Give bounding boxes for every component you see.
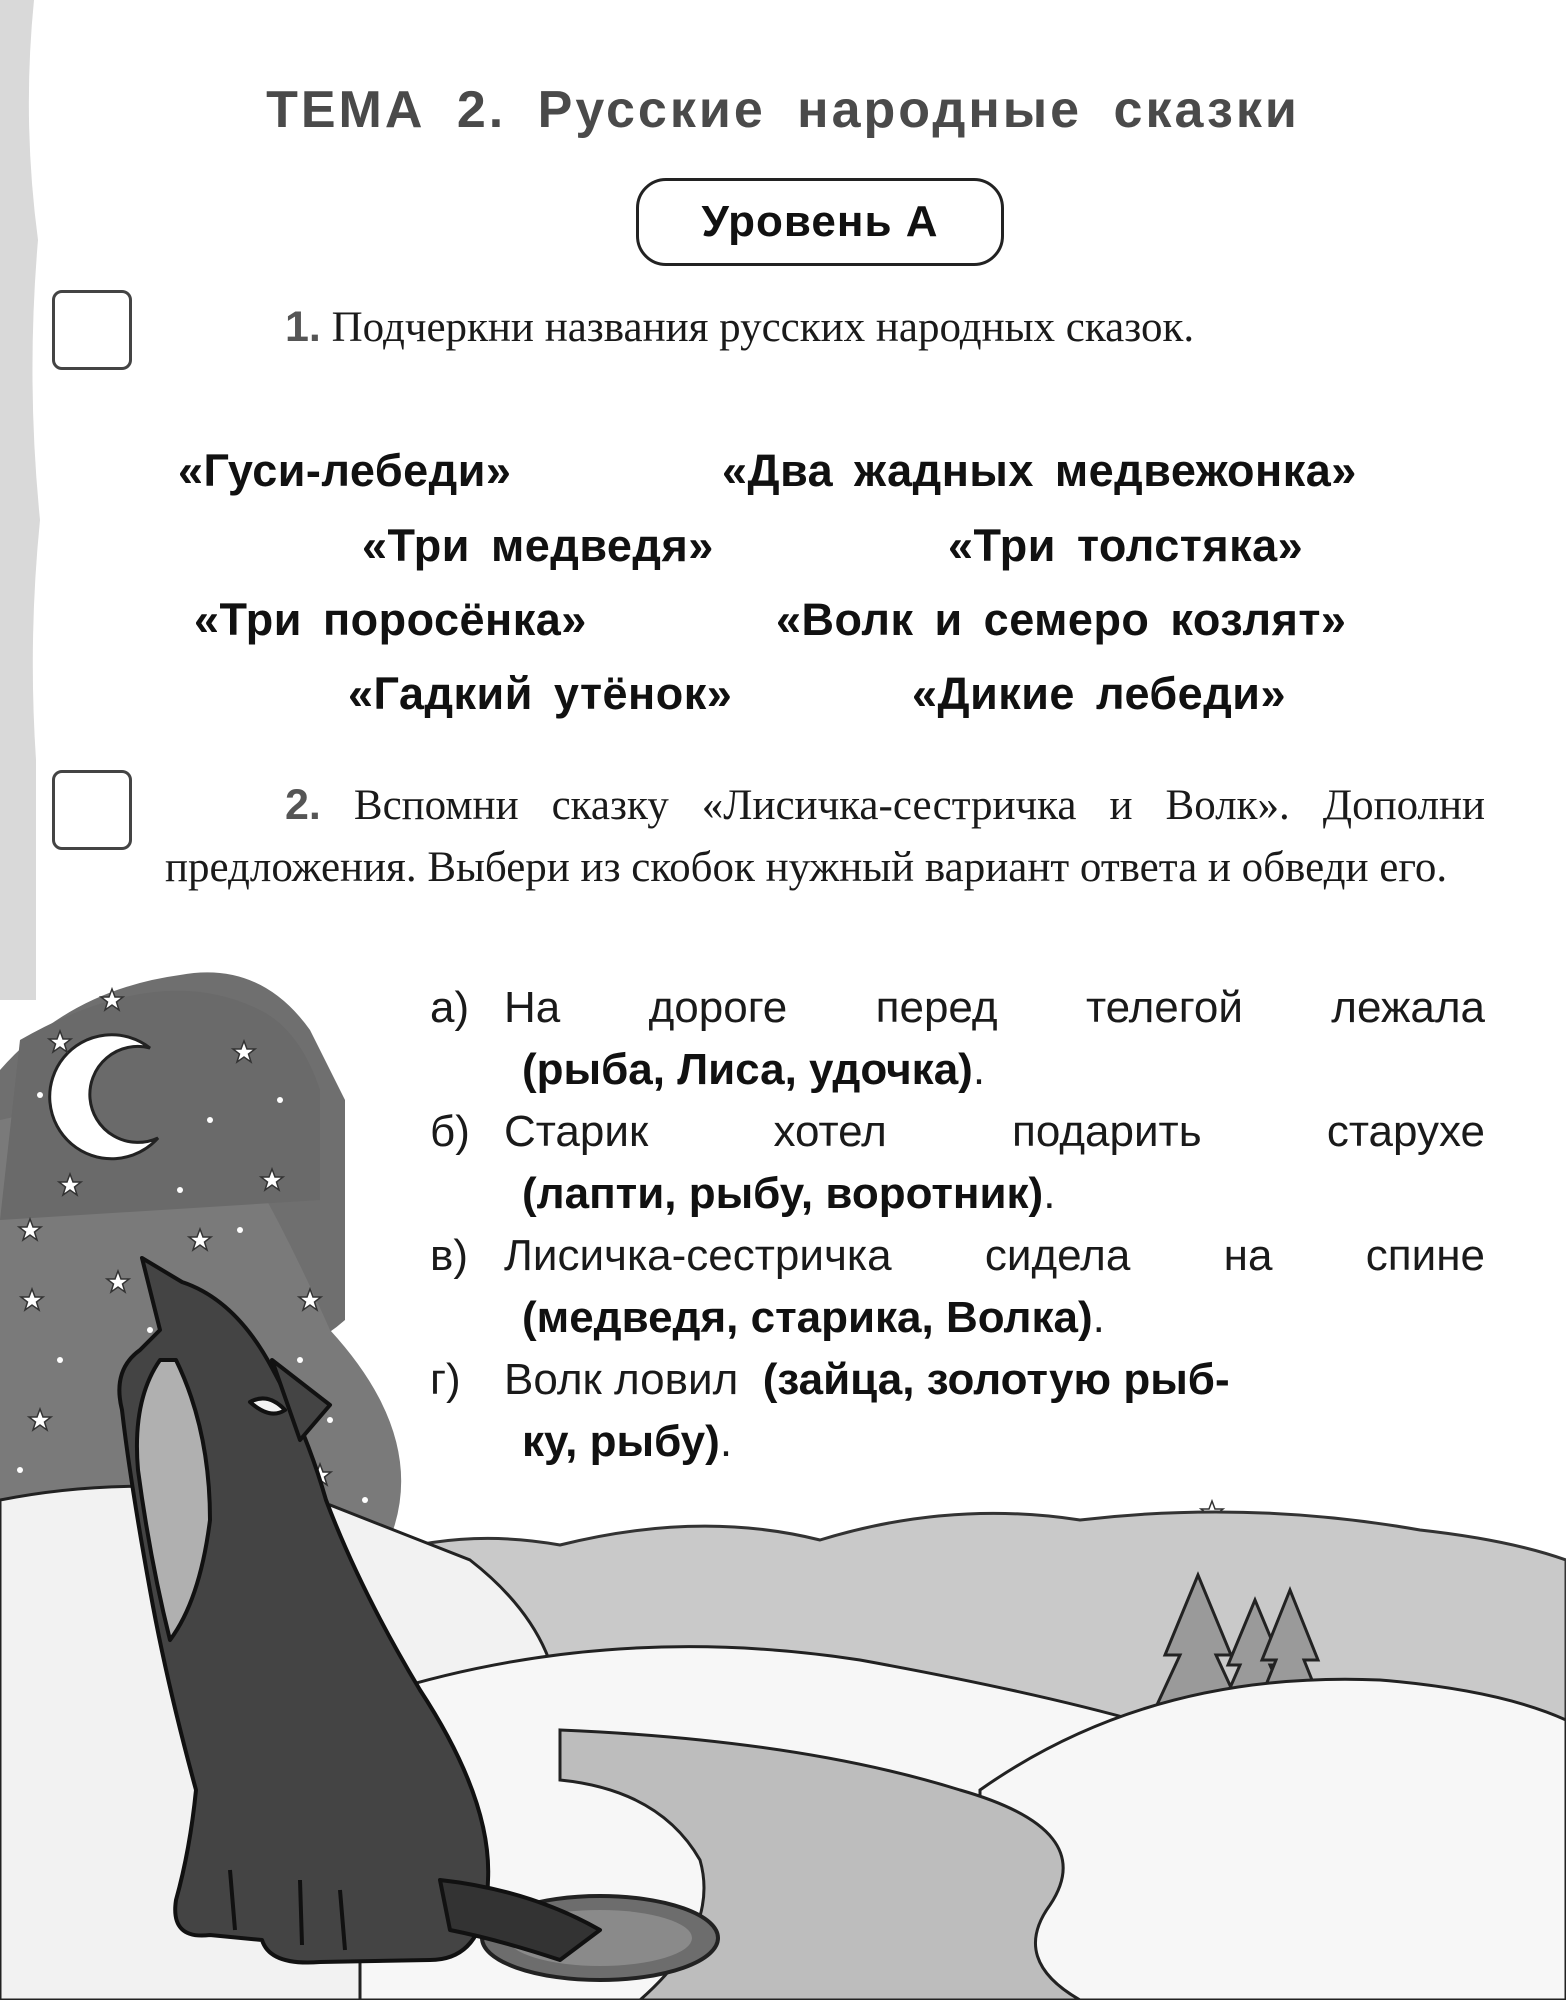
- item-end: .: [1043, 1169, 1056, 1218]
- task1-text: Подчеркни названия русских народных сказок.: [331, 304, 1195, 351]
- tale-title[interactable]: «Три толстяка»: [948, 520, 1304, 571]
- task2-checkbox[interactable]: [52, 770, 132, 850]
- answer-options[interactable]: (зайца, золотую рыб-: [762, 1355, 1230, 1404]
- tale-title[interactable]: «Гуси-лебеди»: [178, 445, 512, 496]
- item-text: Волк ловил: [504, 1355, 739, 1404]
- item-text: Лисичка-сестричка сидела на спине: [504, 1231, 1485, 1280]
- item-end: .: [972, 1045, 986, 1094]
- answer-options[interactable]: ку, рыбу): [522, 1417, 720, 1466]
- tale-title[interactable]: «Волк и семеро козлят»: [776, 594, 1347, 645]
- item-marker: б): [430, 1107, 470, 1156]
- task2-item-g: [430, 1349, 1485, 1473]
- tale-title[interactable]: «Три поросёнка»: [194, 594, 587, 645]
- tale-title[interactable]: «Два жадных медвежонка»: [722, 445, 1357, 496]
- item-end: .: [719, 1417, 733, 1466]
- level-badge: Уровень А: [636, 178, 1004, 266]
- task2-item-b: [430, 1101, 1485, 1225]
- page-edge-texture: [0, 0, 40, 1000]
- task2-instruction: [165, 774, 1485, 899]
- answer-options[interactable]: (рыба, Лиса, удочка): [522, 1045, 973, 1094]
- task2-item-a: [430, 977, 1485, 1101]
- task2-number: 2.: [285, 781, 321, 829]
- item-marker: в): [430, 1231, 469, 1280]
- answer-options[interactable]: (медведя, старика, Волка): [522, 1293, 1093, 1342]
- task1-number: 1.: [285, 303, 321, 351]
- page-title: ТЕМА 2. Русские народные сказки: [266, 81, 1300, 139]
- item-marker: а): [430, 983, 470, 1032]
- answer-options[interactable]: (лапти, рыбу, воротник): [522, 1169, 1044, 1218]
- tale-title[interactable]: «Три медведя»: [362, 520, 714, 571]
- item-end: .: [1092, 1293, 1105, 1342]
- task1-instruction: [165, 296, 1485, 359]
- item-text: На дороге перед телегой лежала: [504, 983, 1485, 1032]
- tale-title[interactable]: «Дикие лебеди»: [912, 668, 1286, 719]
- item-marker: г): [430, 1355, 461, 1404]
- task2-text: Вспомни сказку «Лисичка-сестричка и Волк». Дополни предложения. Выбери из скобок нужный вариант ответа и обведи его.: [165, 782, 1485, 891]
- task1-checkbox[interactable]: [52, 290, 132, 370]
- item-text: Старик хотел подарить старухе: [504, 1107, 1485, 1156]
- tale-title[interactable]: «Гадкий утёнок»: [348, 668, 733, 719]
- task2-item-v: [430, 1225, 1485, 1349]
